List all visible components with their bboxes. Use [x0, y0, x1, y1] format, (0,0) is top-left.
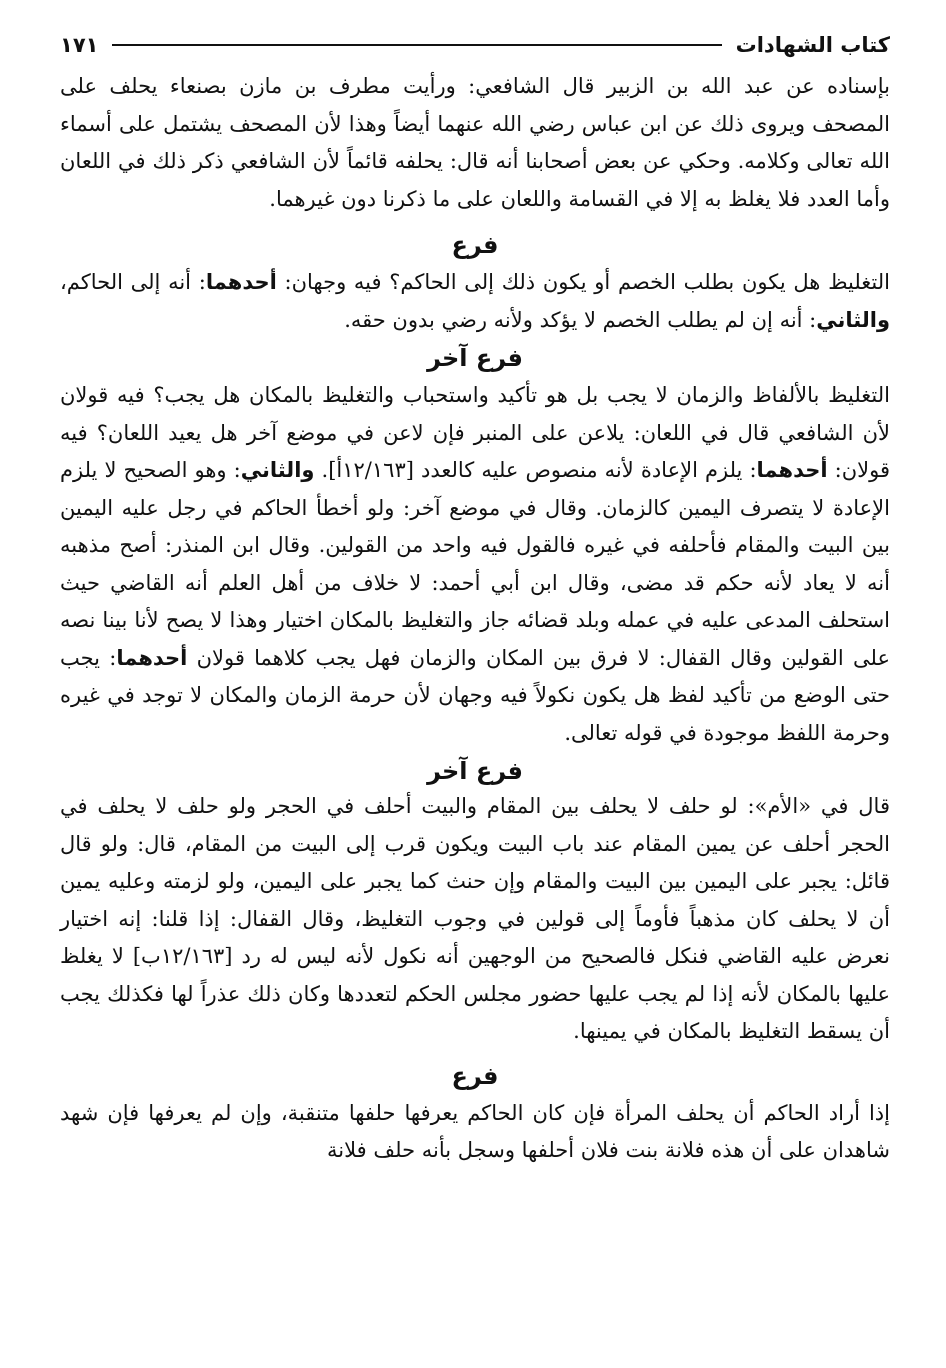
section-far-akhar-1	[60, 343, 890, 752]
text-segment: إذا أراد الحاكم أن يحلف المرأة فإن كان الحاكم يعرفها حلفها متنقبة، وإن لم يعرفها فإن شهد شاهدان على أن هذه فلانة بنت فلان أحلفها وسجل بأنه حلف فلانة	[60, 1100, 890, 1162]
text-segment: : وهو الصحيح لا يلزم الإعادة لا يتصرف اليمين كالزمان. وقال في موضع آخر: ولو أخطأ الحاكم في رجل عليه اليمين بين البيت والمقام فأحلفه في غيره فالقول فيه واحد من القولين. وقال ابن المنذر: أصح مذهبه أنه لا يعاد لأنه حكم قد مضى، وقال ابن أبي أحمد: لا خلاف من أهل العلم أنه القاضي حيث استحلف المدعى عليه في عمله وبلد قضائه جاز والتغليظ بالمكان اختيار وهذا لا يصح لأنا بينا نصه على القولين وقال القفال: لا فرق بين المكان والزمان فهل يجب كلاهما قولان	[60, 458, 890, 670]
bold-term: أحدهما	[756, 458, 828, 482]
bold-term: أحدهما	[116, 645, 188, 670]
paragraph	[60, 788, 890, 1051]
intro-section	[60, 68, 890, 218]
paragraph	[60, 68, 890, 218]
text-segment: : أنه إلى الحاكم،	[60, 270, 206, 294]
bold-term: والثاني	[816, 307, 890, 332]
text-segment: التغليظ بالألفاظ والزمان لا يجب بل هو تأكيد واستحباب والتغليظ بالمكان هل يجب؟ فيه قولان لأن الشافعي قال في اللعان: يلاعن على المنبر فإن لاعن في موضع آخر هل يعيد اللعان؟ فيه قولان:	[60, 383, 890, 482]
document-page	[60, 22, 890, 1170]
book-title: كتاب الشهادات	[735, 33, 890, 57]
text-segment: التغليظ هل يكون بطلب الخصم أو يكون ذلك إلى الحاكم؟ فيه وجهان:	[276, 270, 890, 294]
page-number: ١٧١	[60, 33, 99, 57]
bold-term: أحدهما	[205, 270, 277, 294]
section-far	[60, 230, 890, 339]
header-rule	[112, 44, 721, 46]
section-far-akhar-2	[60, 756, 890, 1051]
paragraph	[60, 377, 890, 752]
section-heading: فرع	[451, 1061, 499, 1090]
text-segment: : يجب حتى الوضع من تأكيد لفظ هل يكون نكولاً فيه وجهان لأن حرمة الزمان والمكان لا توجد في غيره وحرمة اللفظ موجودة في قوله تعالى.	[60, 645, 890, 745]
section-far-2	[60, 1061, 890, 1170]
section-heading: فرع آخر	[427, 344, 523, 372]
paragraph	[60, 1095, 890, 1170]
paragraph	[60, 264, 890, 339]
section-heading: فرع آخر	[427, 757, 523, 785]
section-heading: فرع	[451, 231, 499, 259]
page-header	[60, 22, 890, 68]
text-segment: بإسناده عن عبد الله بن الزبير قال الشافعي: ورأيت مطرف بن مازن بصنعاء يحلف على المصحف ويروى ذلك عن ابن عباس رضي الله عنهما أيضاً وهذا لأن المصحف يشتمل على أسماء الله تعالى وكلامه. وحكي عن بعض أصحابنا أنه قال: يحلفه قائماً لأن الشافعي ذكر ذلك في اللعان وأما العدد فلا يغلظ به إلا في القسامة واللعان على ما ذكرنا دون غيرهما.	[60, 74, 890, 211]
bold-term: والثاني	[240, 458, 315, 482]
text-segment: : أنه إن لم يطلب الخصم لا يؤكد ولأنه رضي بدون حقه.	[344, 307, 817, 332]
text-segment: قال في «الأم»: لو حلف لا يحلف بين المقام والبيت أحلف في الحجر ولو حلف لا يحلف في الحجر أحلف عن يمين المقام عند باب البيت ويكون قرب إلى البيت من المقام، قال: ولو قال قائل: يجبر على اليمين بين البيت والمقام وإن حنث كما يجبر على اليمين، ولو لزمته وعليه يمين أن لا يحلف كان مذهباً فأوماً إلى قولين في وجوب التغليظ، وقال القفال: إذا قلنا: إنه اختيار نعرض عليه القاضي فنكل فالصحيح من الوجهين أنه نكول لأنه ليس له رد [١٢/١٦٣ب] لا يغلظ عليها بالمكان لأنه إذا لم يجب عليها حضور مجلس الحكم لتعددها وكان ذلك عذراً لها فكذلك يجب أن يسقط التغليظ بالمكان في يمينها.	[60, 794, 890, 1043]
text-segment: : يلزم الإعادة لأنه منصوص عليه كالعدد [١٢/١٦٣أ].	[314, 458, 757, 482]
